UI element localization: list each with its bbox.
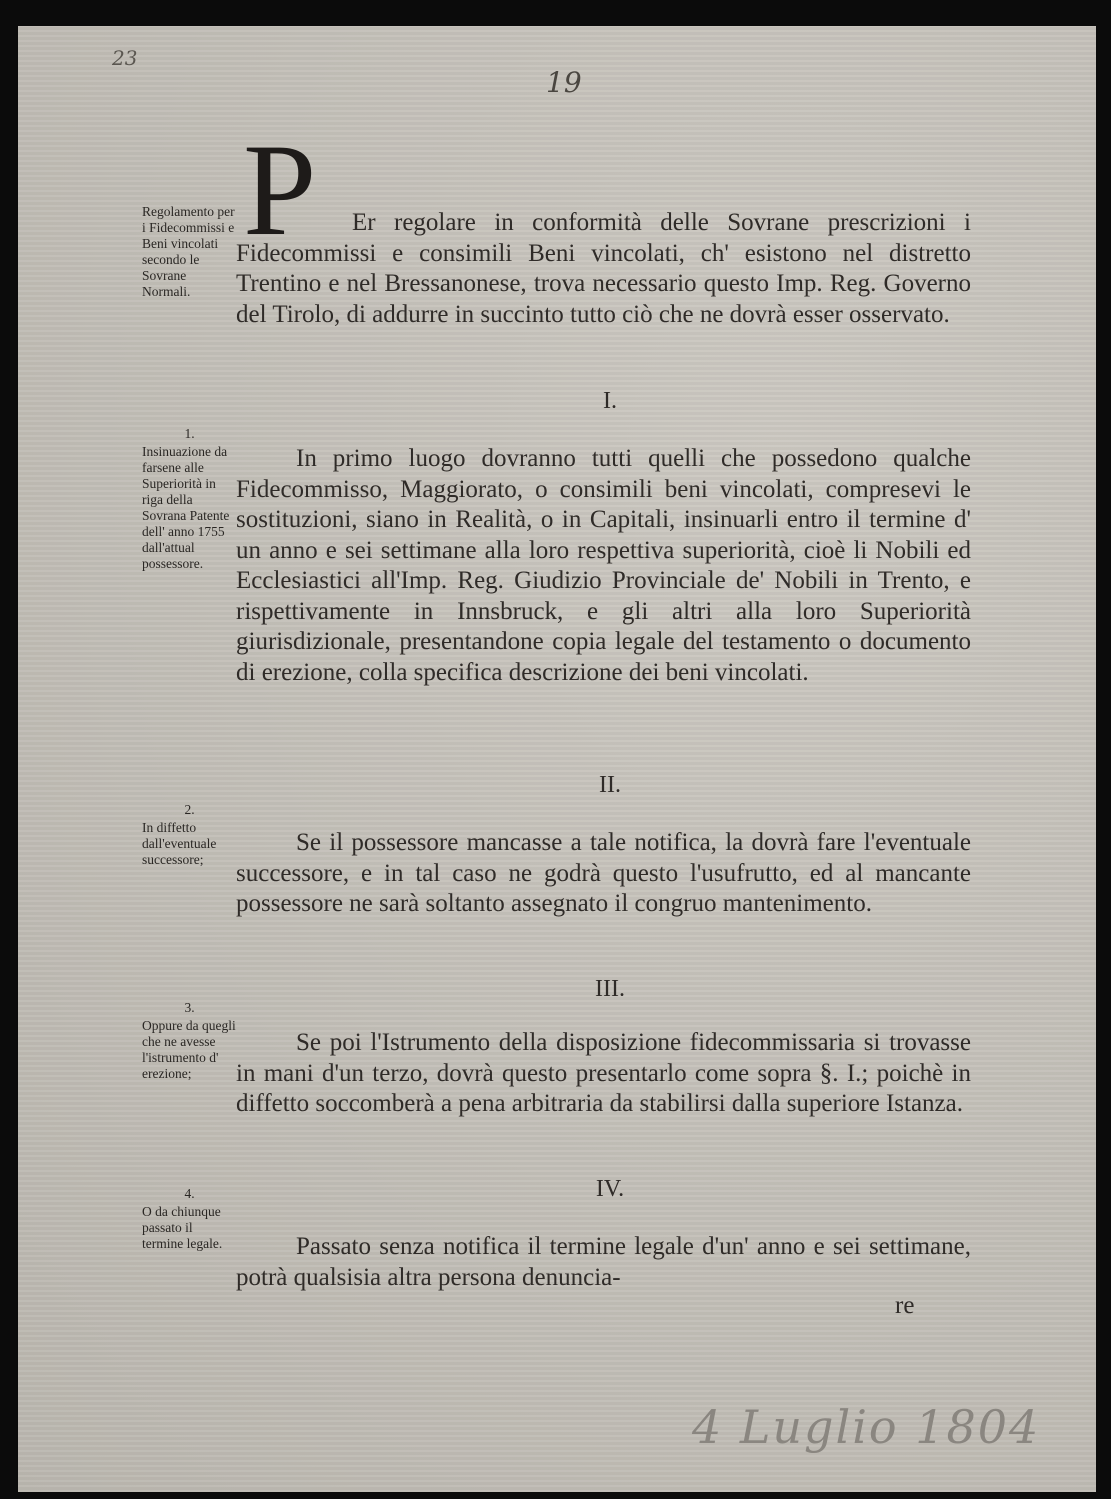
section-paragraph-2: Se il possessore mancasse a tale notifica, la dovrà fare l'eventuale successore, e in tal caso ne godrà questo l'usufrutto, ed al mancante possessore ne sarà soltanto assegnato il congruo mantenimento. (236, 829, 971, 917)
margin-number-1: 1. (184, 426, 195, 441)
section-heading-1: I. (603, 388, 617, 414)
drop-cap: P (243, 116, 317, 263)
handwritten-page-number: 19 (546, 66, 582, 99)
section-paragraph-4: Passato senza notifica il termine legale d'un' anno e sei settimane, potrà qualsisia altra persona denuncia- (236, 1233, 971, 1291)
margin-note-1-text: Insinuazione da farsene alle Superiorità in riga della Sovrana Patente dell' anno 1755 dall'attual possessore. (142, 444, 230, 571)
section-heading-3: III. (595, 976, 625, 1002)
margin-note-4 (142, 1186, 237, 1252)
section-heading-2: II. (599, 772, 621, 798)
handwritten-date: 4 Luglio 1804 (692, 1400, 1041, 1454)
catchword: re (895, 1292, 915, 1319)
margin-note-intro (142, 204, 237, 300)
margin-number-4: 4. (184, 1186, 195, 1201)
section-paragraph-1: In primo luogo dovranno tutti quelli che possedono qualche Fidecommisso, Maggiorato, o consimili beni vincolati, compresevi le sostituzioni, siano in Realità, o in Capitali, insinuarli entro il termine d' un anno e sei settimane alla loro respettiva superiorità, cioè li Nobili ed Ecclesiastici all'Imp. Reg. Giudizio Provinciale de' Nobili in Trento, e rispettivamente in Innsbruck, e gli altri alla loro Superiorità giurisdizionale, presentandone copia legale del testamento o documento di erezione, colla specifica descrizione dei beni vincolati. (236, 445, 971, 686)
intro-paragraph: Er regolare in conformità delle Sovrane prescrizioni i Fidecommissi e consimili Beni vincolati, ch' esistono nel distretto Trentino e nel Bressanonese, trova necessario questo Imp. Reg. Governo del Tirolo, di addurre in succinto tutto ciò che ne dovrà esser osservato. (236, 209, 971, 328)
margin-note-3 (142, 1000, 237, 1082)
section-heading-4: IV. (595, 1176, 625, 1202)
margin-note-intro-text: Regolamento per i Fidecommissi e Beni vincolati secondo le Sovrane Normali. (142, 204, 235, 299)
margin-note-4-text: O da chiunque passato il termine legale. (142, 1204, 223, 1251)
margin-note-2-text: In diffetto dall'eventuale successore; (142, 820, 217, 867)
margin-number-2: 2. (184, 802, 195, 817)
section-paragraph-3: Se poi l'Istrumento della disposizione fidecommissaria si trovasse in mani d'un terzo, dovrà questo presentarlo come sopra §. I.; poichè in diffetto soccomberà a pena arbitraria da stabilirsi dalla superiore Istanza. (236, 1029, 971, 1117)
margin-note-1 (142, 426, 237, 572)
margin-note-2 (142, 802, 237, 868)
margin-note-3-text: Oppure da quegli che ne avesse l'istrumento d' erezione; (142, 1018, 236, 1081)
margin-number-3: 3. (184, 1000, 195, 1015)
folio-number: 23 (112, 46, 138, 70)
